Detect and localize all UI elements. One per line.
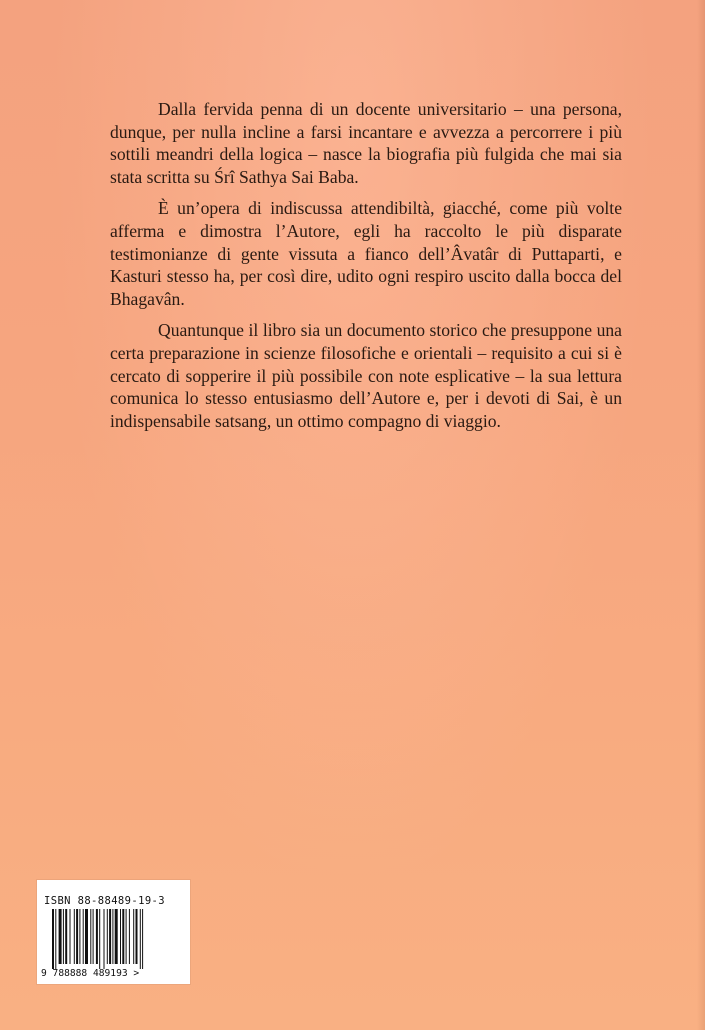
barcode-bar <box>74 909 75 964</box>
barcode-bar <box>115 909 118 964</box>
barcode-bar <box>96 909 98 964</box>
barcode-bar <box>70 909 71 964</box>
barcode-bar <box>79 909 80 964</box>
barcode-bar <box>76 909 78 964</box>
isbn-barcode-box <box>37 880 190 984</box>
barcode-bar <box>140 909 141 969</box>
barcode-graphic <box>52 909 172 969</box>
barcode-bar <box>107 909 108 964</box>
back-cover-blurb <box>110 98 622 441</box>
barcode-bar <box>133 909 134 964</box>
barcode-bar <box>126 909 127 964</box>
barcode-bar <box>55 909 56 969</box>
barcode-bar <box>99 909 100 969</box>
isbn-label: ISBN 88-88489-19-3 <box>44 895 165 907</box>
barcode-bar <box>63 909 64 964</box>
barcode-bar <box>85 909 88 964</box>
blurb-paragraph-2: È un’opera di indiscussa attendibiltà, giacché, come più volte afferma e dimostra l’Autore, egli ha raccolto le più disparate testimonianze di gente vissuta a fianco dell’Âvatâr di Puttaparti, e Kasturi stesso ha, per così dire, udito ogni respiro uscito dalla bocca del Bhagavân. <box>110 198 622 309</box>
barcode-bar <box>129 909 130 964</box>
blurb-paragraph-1: Dalla fervida penna di un docente universitario – una persona, dunque, per nulla incline a farsi incantare e avvezza a percorrere i più sottili meandri della logica – nasce la biografia più fulgida che mai sia stata scritta su Śrî Sathya Sai Baba. <box>110 99 622 187</box>
barcode-bar <box>142 909 143 969</box>
barcode-number: 9 788888 489193 > <box>41 968 140 979</box>
barcode-bar <box>136 909 138 964</box>
barcode-bar <box>104 909 105 969</box>
barcode-bar <box>109 909 111 964</box>
barcode-bar <box>83 909 84 964</box>
barcode-bar <box>52 909 54 969</box>
barcode-bar <box>65 909 67 964</box>
blurb-paragraph-3: Quantunque il libro sia un documento storico che presuppone una certa preparazione in scienze filosofiche e orientali – requisito a cui si è cercato di sopperire il più possibile con note esplicative – la sua lettura comunica lo stesso entusiasmo dell’Autore e, per i devoti di Sai, è un indispensabile satsang, un ottimo compagno di viaggio. <box>110 320 622 431</box>
barcode-bar <box>59 909 62 964</box>
barcode-bar <box>90 909 91 964</box>
barcode-bar <box>112 909 113 964</box>
barcode-bar <box>122 909 124 964</box>
barcode-bar <box>93 909 94 964</box>
barcode-bar <box>120 909 121 964</box>
